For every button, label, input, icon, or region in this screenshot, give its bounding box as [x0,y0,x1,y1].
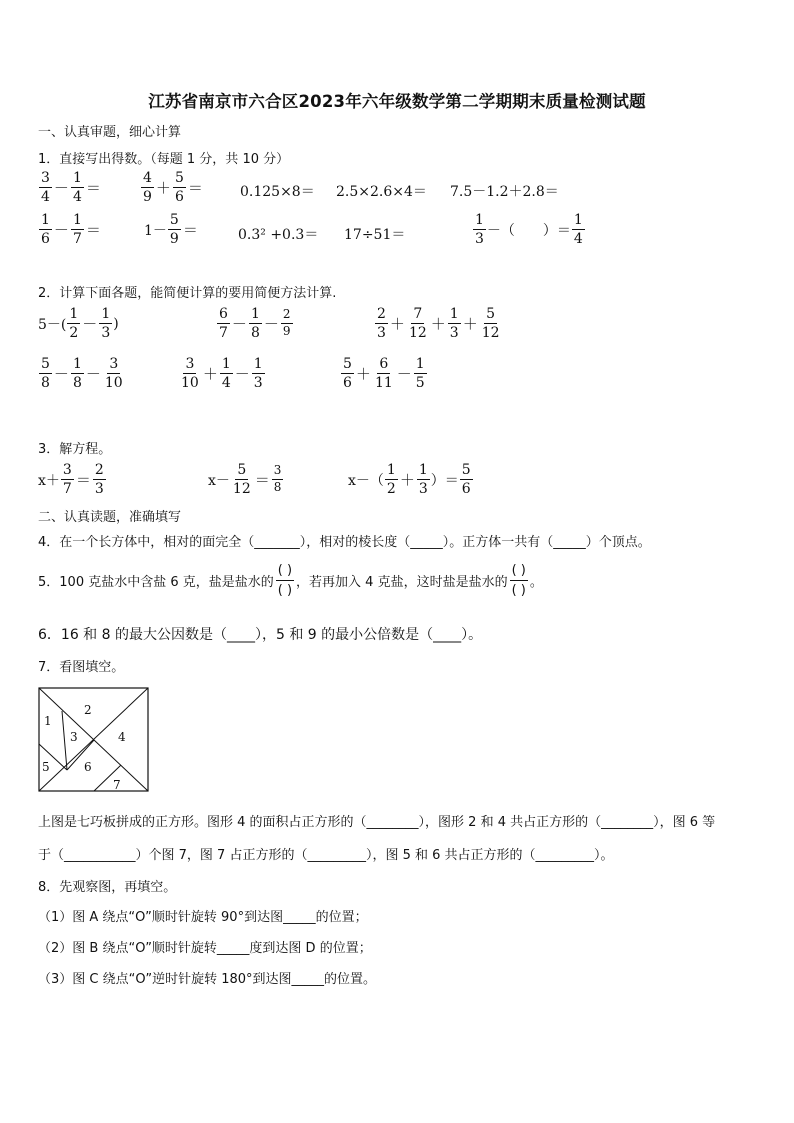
section-1-heading: 一、认真审题，细心计算 [38,125,182,140]
tangram-label-7: 7 [113,778,121,792]
q2-stem: 2．计算下面各题，能简便计算的要用简便方法计算. [38,286,337,301]
q3-equation-3: x－（ $\frac{1}{2}$ ＋ $\frac{1}{3}$ ）＝ $\frac{5}{6}$ [348,462,471,498]
page-title: 江苏省南京市六合区2023年六年级数学第二学期期末质量检测试题 [148,92,646,111]
q8-stem: 8．先观察图，再填空。 [38,880,177,895]
tangram-label-5: 5 [42,760,50,774]
q1-item-5: 7.5－1.2＋2.8＝ [450,184,559,200]
q2-expr-3: $\frac{2}{3}$ ＋ $\frac{7}{12}$ ＋ $\frac{1}{3}$ ＋ $\frac{5}{12}$ [377,306,500,342]
q8-line-1: （1）图 A 绕点“O”顺时针旋转 90°到达图_____的位置； [38,910,368,925]
section-2-heading: 二、认真读题，准确填写 [38,510,182,525]
tangram-label-4: 4 [118,730,126,744]
q1-item-6: $\frac{1}{6}$ － $\frac{1}{7}$ ＝ [41,212,101,248]
q1-item-8: 0.3² +0.3＝ [238,227,319,243]
q5-text: 5．100 克盐水中含盐 6 克，盐是盐水的 ( ) ( ) ，若再加入 4 克盐，这时盐是盐水的 ( ) ( ) 。 [38,563,543,598]
tangram-label-2: 2 [84,703,92,717]
tangram-label-1: 1 [44,714,52,728]
q1-item-1: $\frac{3}{4}$ － $\frac{1}{4}$ ＝ [41,170,101,206]
q6-text: 6．16 和 8 的最大公因数是（____），5 和 9 的最小公倍数是（____）。 [38,627,483,643]
q3-equation-2: x－ $\frac{5}{12}$ ＝ $\frac{3}{8}$ [208,462,282,498]
q1-stem: 1．直接写出得数。（每题 1 分，共 10 分） [38,152,290,167]
q2-expr-5: $\frac{3}{10}$ ＋ $\frac{1}{4}$ － $\frac{1}{3}$ [181,356,263,392]
q8-line-3: （3）图 C 绕点“O”逆时针旋转 180°到达图_____的位置。 [38,972,377,987]
q4-text: 4．在一个长方体中，相对的面完全（_______），相对的棱长度（_____）。正方体一共有（_____）个顶点。 [38,535,651,550]
q7-text-2: 于（___________）个图 7，图 7 占正方形的（_________），图 5 和 6 共占正方形的（_________）。 [38,848,614,863]
q1-item-4: 2.5×2.6×4＝ [336,184,427,200]
tangram-label-6: 6 [84,760,92,774]
q3-equation-1: x＋ $\frac{3}{7}$ ＝ $\frac{2}{3}$ [38,462,104,498]
q1-item-7: 1－ $\frac{5}{9}$ ＝ [144,212,198,248]
q1-item-3: 0.125×8＝ [240,184,315,200]
q2-expr-1: 5－( $\frac{1}{2}$ － $\frac{1}{3}$ ) [38,306,119,342]
q2-expr-2: $\frac{6}{7}$ － $\frac{1}{8}$ － $\frac{2}{9}$ [219,306,291,342]
q1-item-9: 17÷51＝ [344,227,406,243]
q2-expr-4: $\frac{5}{8}$ － $\frac{1}{8}$ － $\frac{3}{10}$ [41,356,123,392]
q1-item-2: $\frac{4}{9}$ ＋ $\frac{5}{6}$ ＝ [143,170,203,206]
tangram-label-3: 3 [70,730,78,744]
tangram-figure [38,687,150,793]
q1-item-10: $\frac{1}{3}$ －（ ）＝ $\frac{1}{4}$ [475,212,583,248]
q7-text-1: 上图是七巧板拼成的正方形。图形 4 的面积占正方形的（________），图形 2 和 4 共占正方形的（________），图 6 等 [38,815,716,830]
q8-line-2: （2）图 B 绕点“O”顺时针旋转_____度到达图 D 的位置； [38,941,372,956]
q2-expr-6: $\frac{5}{6}$ ＋ $\frac{6}{11}$ － $\frac{1}{5}$ [343,356,425,392]
q7-stem: 7．看图填空。 [38,660,125,675]
q5-answer-1[interactable]: ( ) ( ) [277,563,293,598]
q3-stem: 3．解方程。 [38,442,112,457]
q5-answer-2[interactable]: ( ) ( ) [511,563,526,598]
